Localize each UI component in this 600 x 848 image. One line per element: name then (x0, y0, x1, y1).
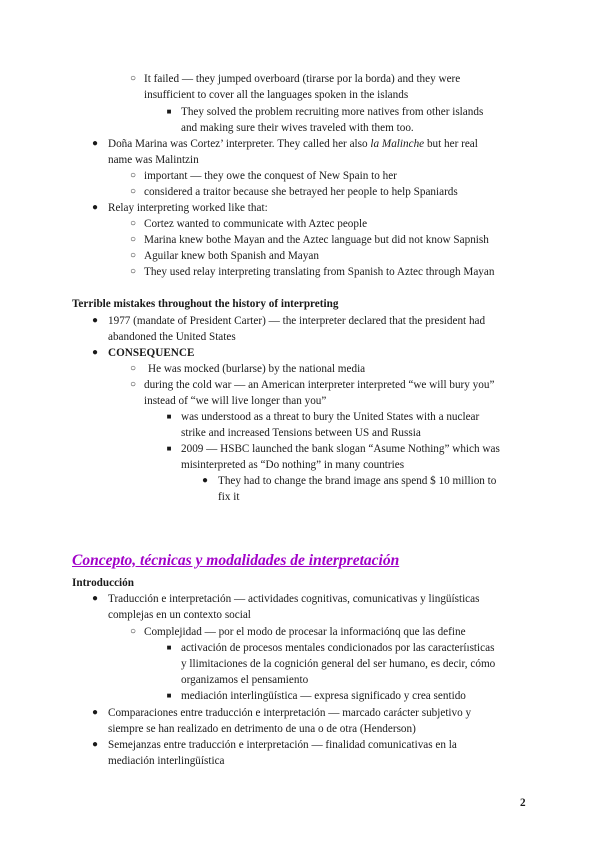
list-item: It failed — they jumped overboard (tirarse por la borda) and they were (144, 73, 461, 85)
bullet-level1: ● (91, 347, 99, 358)
list-item-continuation: instead of “we will live longer than you” (144, 395, 327, 407)
list-item: activación de procesos mentales condicionados por las caracteríısticas (181, 642, 495, 654)
bullet-level1: ● (91, 593, 99, 604)
list-item: Comparaciones entre traducción e interpretación — marcado carácter subjetivo y (108, 707, 472, 719)
list-item: 1977 (mandate of President Carter) — the interpreter declared that the president had (108, 315, 486, 327)
bullet-level2: ○ (129, 234, 137, 245)
bullet-level1: ● (91, 202, 99, 213)
list-item: CONSEQUENCE (108, 347, 195, 359)
list-item-continuation: and making sure their wives traveled with them too. (181, 122, 414, 134)
section-title: Concepto, técnicas y modalidades de interpretación (72, 552, 400, 569)
bullet-level2: ○ (129, 186, 137, 197)
list-item (108, 136, 478, 152)
list-item: Aguilar knew both Spanish and Mayan (144, 250, 319, 262)
list-item: They solved the problem recruiting more natives from other islands (181, 106, 484, 118)
list-item-continuation: name was Malintzin (108, 154, 199, 166)
list-item-continuation: siempre se han realizado en detrimento de una o de otra (Henderson) (108, 723, 416, 735)
italic-term: la Malinche (370, 138, 425, 150)
bullet-level2: ○ (129, 250, 137, 261)
list-item-continuation: y llimitaciones de la cognición general del ser humano, es decir, cómo (181, 658, 496, 670)
text-segment: Doña Marina was Cortez’ interpreter. They called her also (108, 138, 368, 150)
bullet-level2: ○ (129, 218, 137, 229)
list-item: Relay interpreting worked like that: (108, 202, 268, 214)
list-item: during the cold war — an American interpreter interpreted “we will bury you” (144, 379, 495, 391)
bullet-level3: ■ (166, 643, 172, 652)
list-item-continuation: organizamos el pensamiento (181, 674, 309, 686)
list-item-continuation: fix it (218, 491, 240, 503)
list-item-continuation: mediación interlingüística (108, 755, 225, 767)
bullet-level4: ● (201, 475, 209, 486)
list-item: Traducción e interpretación — actividades cognitivas, comunicativas y lingüísticas (108, 593, 480, 605)
bullet-level2: ○ (129, 73, 137, 84)
bullet-level1: ● (91, 739, 99, 750)
bullet-level2: ○ (129, 170, 137, 181)
list-item: considered a traitor because she betrayed her people to help Spaniards (144, 186, 458, 198)
section-heading: Terrible mistakes throughout the history of interpreting (72, 298, 339, 310)
bullet-level2: ○ (129, 626, 137, 637)
list-item-continuation: misinterpreted as “Do nothing” in many countries (181, 459, 405, 471)
list-item: Marina knew bothe Mayan and the Aztec language but did not know Sapnish (144, 234, 489, 246)
list-item: They used relay interpreting translating from Spanish to Aztec through Mayan (144, 266, 495, 278)
list-item-continuation: strike and increased Tensions between US and Russia (181, 427, 421, 439)
bullet-level3: ■ (166, 107, 172, 116)
list-item: He was mocked (burlarse) by the national media (148, 363, 366, 375)
bullet-level3: ■ (166, 691, 172, 700)
bullet-level3: ■ (166, 412, 172, 421)
list-item-continuation: insufficient to cover all the languages spoken in the islands (144, 89, 409, 101)
bullet-level1: ● (91, 138, 99, 149)
list-item: They had to change the brand image ans spend $ 10 million to (218, 475, 497, 487)
bullet-level2: ○ (129, 379, 137, 390)
list-item-continuation: complejas en un contexto social (108, 609, 251, 621)
text-segment: but her real (426, 138, 478, 150)
bullet-level1: ● (91, 707, 99, 718)
bullet-level3: ■ (166, 444, 172, 453)
list-item: mediación interlingüística — expresa significado y crea sentido (181, 690, 466, 702)
bullet-level2: ○ (129, 266, 137, 277)
subsection-heading: Introducción (72, 577, 134, 589)
list-item: Cortez wanted to communicate with Aztec people (144, 218, 368, 230)
list-item: 2009 — HSBC launched the bank slogan “Asume Nothing” which was (181, 443, 500, 455)
list-item: was understood as a threat to bury the United States with a nuclear (181, 411, 480, 423)
bullet-level1: ● (91, 315, 99, 326)
bullet-level2: ○ (129, 363, 137, 374)
list-item: Semejanzas entre traducción e interpretación — finalidad comunicativas en la (108, 739, 457, 751)
list-item: Complejidad — por el modo de procesar la informaciónq que las define (144, 626, 466, 638)
page-number: 2 (520, 797, 526, 809)
list-item-continuation: abandoned the United States (108, 331, 236, 343)
list-item: important — they owe the conquest of New Spain to her (144, 170, 397, 182)
